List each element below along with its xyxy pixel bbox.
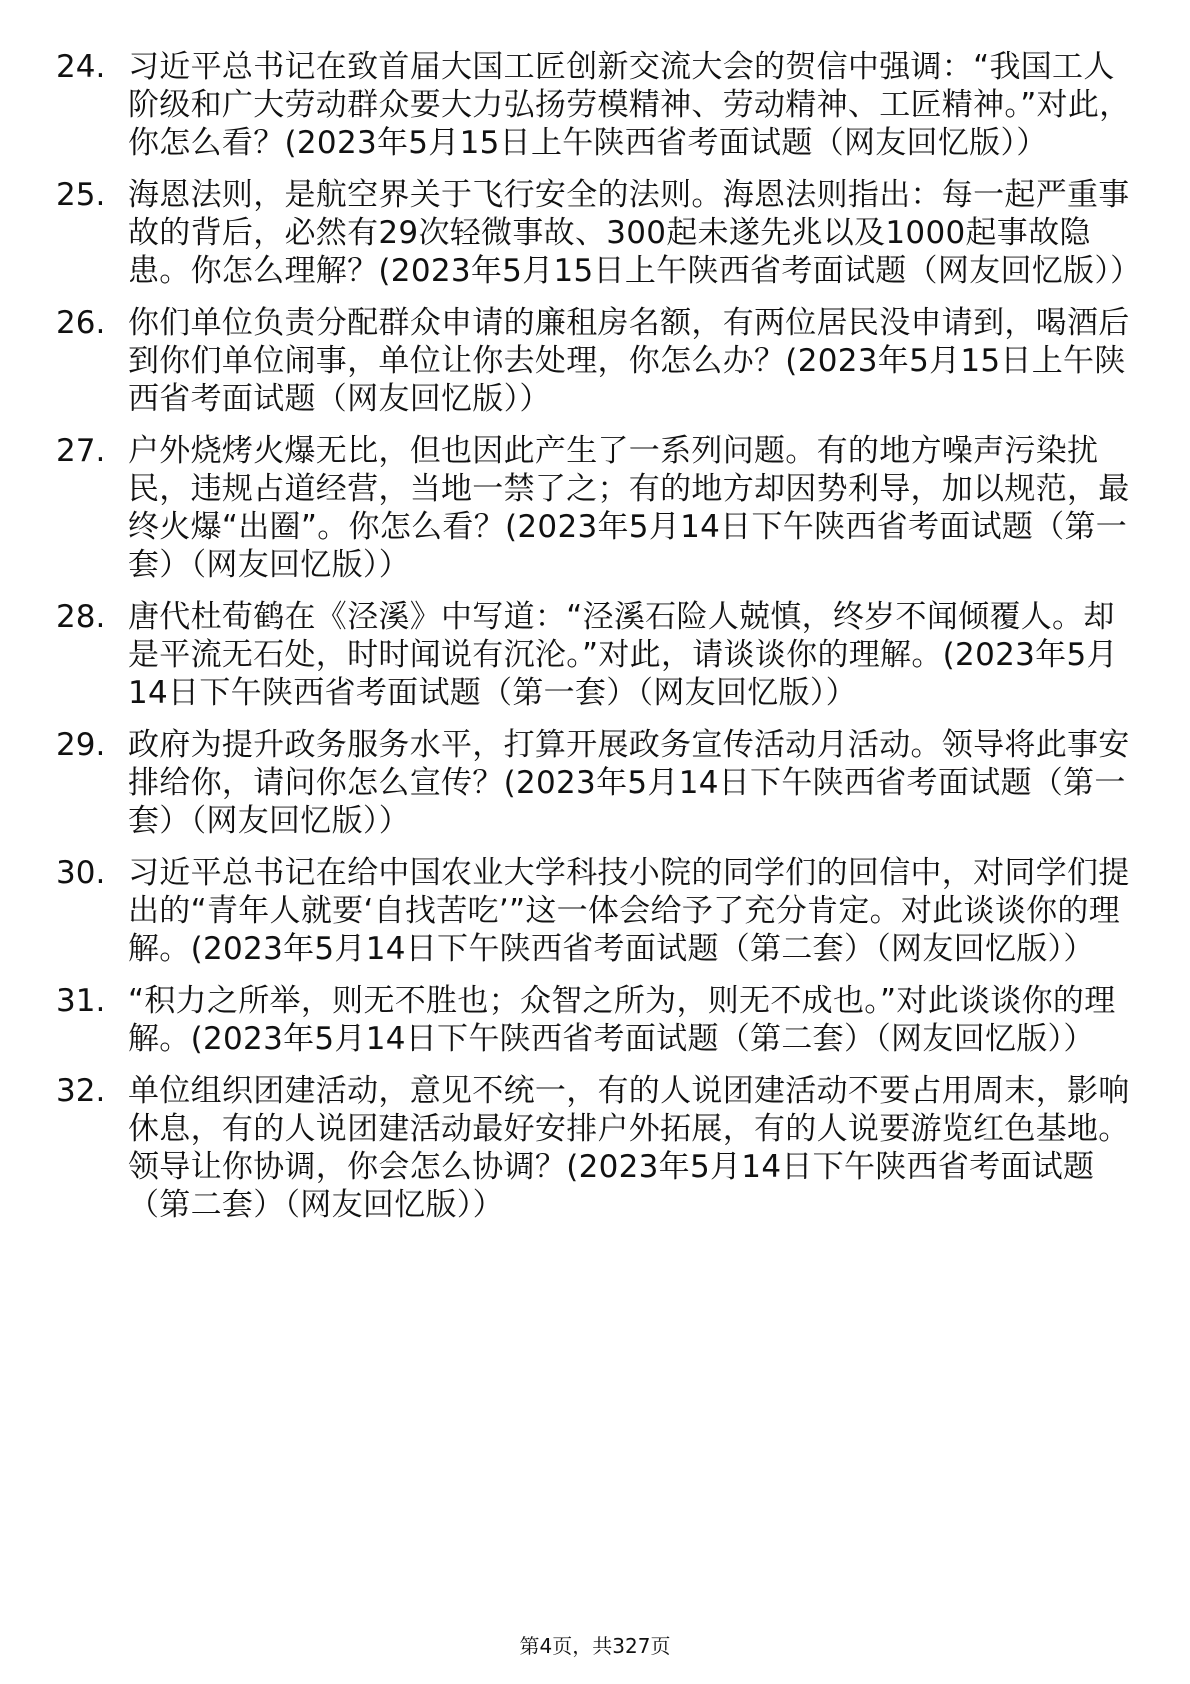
question-text: 单位组织团建活动，意见不统一，有的人说团建活动不要占用周末，影响休息，有的人说团建活动最好安排户外拓展，有的人说要游览红色基地。领导让你协调，你会怎么协调？(2023年5月14日下午陕西省考面试题（第二套）（网友回忆版）） <box>128 1073 1130 1223</box>
question-number: 28. <box>56 599 106 635</box>
question-number: 29. <box>56 727 106 763</box>
question-item <box>56 982 1136 1058</box>
question-item <box>56 726 1136 840</box>
question-number: 24. <box>56 49 106 85</box>
page-number-label: 第4页，共327页 <box>519 1634 671 1658</box>
question-number: 31. <box>56 983 106 1019</box>
question-item <box>56 176 1142 290</box>
question-text: 你们单位负责分配群众申请的廉租房名额，有两位居民没申请到，喝酒后到你们单位闹事，单位让你去处理，你怎么办？(2023年5月15日上午陕西省考面试题（网友回忆版）） <box>128 305 1130 417</box>
question-text: 习近平总书记在给中国农业大学科技小院的同学们的回信中，对同学们提出的“青年人就要‘自找苦吃’”这一体会给予了充分肯定。对此谈谈你的理解。(2023年5月14日下午陕西省考面试题（第二套）（网友回忆版）） <box>128 855 1130 967</box>
question-text: 户外烧烤火爆无比，但也因此产生了一系列问题。有的地方噪声污染扰民，违规占道经营，当地一禁了之；有的地方却因势利导，加以规范，最终火爆“出圈”。你怎么看？(2023年5月14日下午陕西省考面试题（第一套）（网友回忆版）） <box>128 433 1130 583</box>
question-item <box>56 304 1136 418</box>
question-item <box>56 1072 1136 1224</box>
page-footer <box>0 1634 1190 1658</box>
question-item <box>56 854 1136 968</box>
question-item <box>56 48 1136 162</box>
question-number: 32. <box>56 1073 106 1109</box>
question-item <box>56 432 1136 584</box>
question-text: 习近平总书记在致首届大国工匠创新交流大会的贺信中强调：“我国工人阶级和广大劳动群众要大力弘扬劳模精神、劳动精神、工匠精神。”对此，你怎么看？(2023年5月15日上午陕西省考面试题（网友回忆版）） <box>128 49 1131 161</box>
question-number: 27. <box>56 433 106 469</box>
question-text: “积力之所举，则无不胜也；众智之所为，则无不成也。”对此谈谈你的理解。(2023年5月14日下午陕西省考面试题（第二套）（网友回忆版）） <box>128 983 1116 1057</box>
question-number: 25. <box>56 177 106 213</box>
question-number: 26. <box>56 305 106 341</box>
question-text: 唐代杜荀鹤在《泾溪》中写道：“泾溪石险人兢慎，终岁不闻倾覆人。却是平流无石处，时时闻说有沉沦。”对此，请谈谈你的理解。(2023年5月14日下午陕西省考面试题（第一套）（网友回忆版）） <box>128 599 1118 711</box>
question-list <box>56 48 1142 1238</box>
question-text: 政府为提升政务服务水平，打算开展政务宣传活动月活动。领导将此事安排给你，请问你怎么宣传？(2023年5月14日下午陕西省考面试题（第一套）（网友回忆版）） <box>128 727 1130 839</box>
question-number: 30. <box>56 855 106 891</box>
question-text: 海恩法则，是航空界关于飞行安全的法则。海恩法则指出：每一起严重事故的背后，必然有29次轻微事故、300起未遂先兆以及1000起事故隐患。你怎么理解？(2023年5月15日上午陕西省考面试题（网友回忆版）） <box>128 177 1142 289</box>
question-item <box>56 598 1136 712</box>
